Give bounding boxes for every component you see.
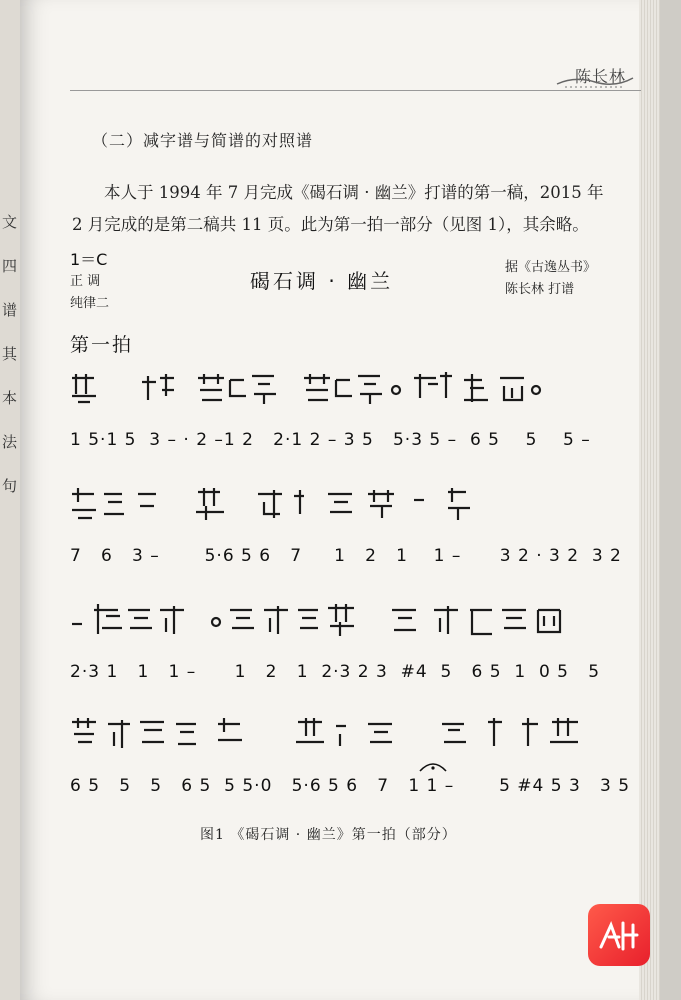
jianzipu-row-3 <box>68 600 588 650</box>
figure-caption: 图1 《碣石调 · 幽兰》第一拍（部分） <box>200 827 457 843</box>
watermark-logo <box>588 904 650 966</box>
score-temperament: 纯律二 <box>70 296 110 311</box>
jianpu-row-3: 2·3 1 1 1 – 1 2 1 2·3 2 3 #4 5 6 5 1 0 5 5 <box>70 662 601 682</box>
jianpu-row-2: 7 6 3 – 5·6 5 6 7 1 2 1 1 – 3 2 · 3 2 3 2 <box>70 546 622 566</box>
body-paragraph: 本人于 1994 年 7 月完成《碣石调 · 幽兰》打谱的第一稿，2015 年 2 月完成的是第二稿共 11 页。此为第一拍一部分（见图 1），其余略。 <box>72 183 604 234</box>
jianpu-row-1: 1 5·1 5 3 – · 2 –1 2 2·1 2 – 3 5 5·3 5 – 6 5 5 5 – <box>70 430 591 450</box>
score-tuning: 正 调 <box>70 274 101 289</box>
jianzipu-row-2 <box>68 484 588 534</box>
score-key: 1＝C <box>70 250 108 269</box>
score-title: 碣石调 · 幽兰 <box>250 269 394 293</box>
running-header-author: 陈长林 <box>574 67 626 86</box>
jianzipu-row-4 <box>68 714 588 764</box>
score-source: 据《古逸丛书》 <box>505 260 597 275</box>
jianzipu-row-1 <box>68 368 588 418</box>
fermata-mark <box>418 757 448 773</box>
score-section-label: 第一拍 <box>70 334 134 356</box>
page-stack-edge <box>639 0 660 1000</box>
header-wave-ornament <box>555 70 635 90</box>
logo-glyph-icon <box>597 917 641 953</box>
jianpu-row-4: 6 5 5 5 6 5 5 5·0 5·6 5 6 7 1 1 – 5 #4 5 3 3 5 <box>70 776 631 796</box>
score-transcriber: 陈长林 打谱 <box>505 282 575 297</box>
left-page-text: 文 四 谱 其 本 法 句 <box>2 213 18 495</box>
header-rule <box>70 90 641 91</box>
section-title: （二）减字谱与简谱的对照谱 <box>92 131 314 150</box>
